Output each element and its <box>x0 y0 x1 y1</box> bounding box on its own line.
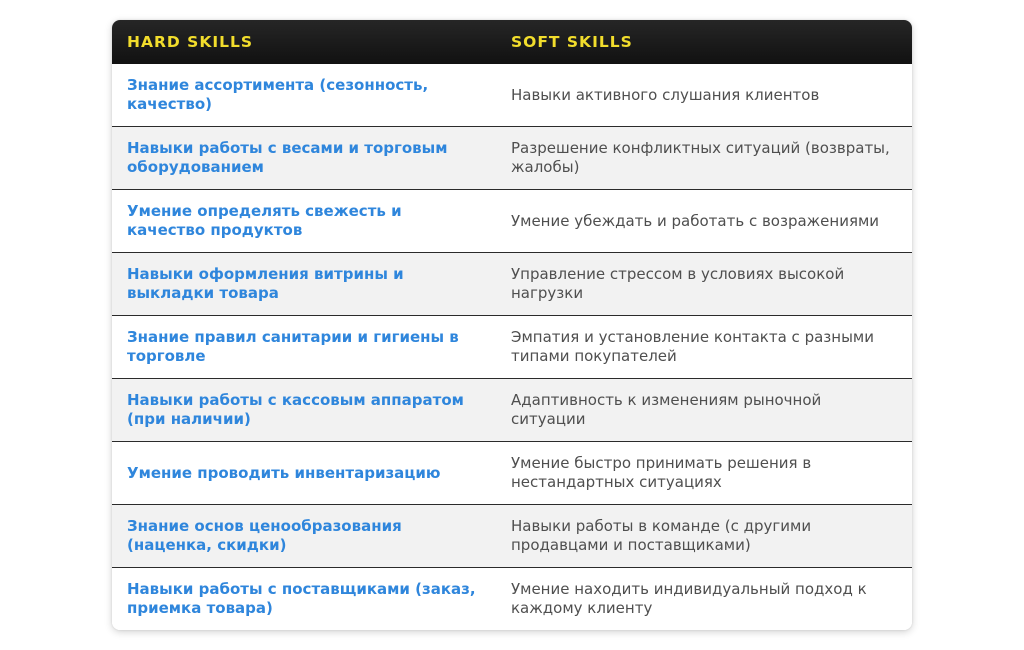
hard-skills-header: HARD SKILLS <box>112 20 496 64</box>
hard-skill-cell: Знание ассортимента (сезонность, качество) <box>112 64 496 127</box>
hard-skill-cell: Умение определять свежесть и качество продуктов <box>112 190 496 253</box>
table-row <box>112 442 912 505</box>
hard-skill-cell: Навыки работы с кассовым аппаратом (при наличии) <box>112 379 496 442</box>
soft-skill-cell: Умение быстро принимать решения в нестандартных ситуациях <box>496 442 912 505</box>
table-row <box>112 568 912 631</box>
hard-skill-cell: Навыки работы с весами и торговым оборудованием <box>112 127 496 190</box>
soft-skill-cell: Умение убеждать и работать с возражениями <box>496 190 912 253</box>
skills-table-card <box>112 20 912 630</box>
hard-skill-cell: Знание основ ценообразования (наценка, скидки) <box>112 505 496 568</box>
hard-skill-cell: Умение проводить инвентаризацию <box>112 442 496 505</box>
soft-skill-cell: Управление стрессом в условиях высокой нагрузки <box>496 253 912 316</box>
soft-skill-cell: Навыки работы в команде (с другими продавцами и поставщиками) <box>496 505 912 568</box>
soft-skill-cell: Адаптивность к изменениям рыночной ситуации <box>496 379 912 442</box>
table-row <box>112 505 912 568</box>
soft-skills-header: SOFT SKILLS <box>496 20 912 64</box>
header-row <box>112 20 912 64</box>
table-row <box>112 64 912 127</box>
hard-skill-cell: Навыки работы с поставщиками (заказ, приемка товара) <box>112 568 496 631</box>
table-row <box>112 379 912 442</box>
soft-skill-cell: Эмпатия и установление контакта с разными типами покупателей <box>496 316 912 379</box>
hard-skill-cell: Навыки оформления витрины и выкладки товара <box>112 253 496 316</box>
soft-skill-cell: Навыки активного слушания клиентов <box>496 64 912 127</box>
table-row <box>112 253 912 316</box>
table-row <box>112 190 912 253</box>
soft-skill-cell: Умение находить индивидуальный подход к каждому клиенту <box>496 568 912 631</box>
soft-skill-cell: Разрешение конфликтных ситуаций (возвраты, жалобы) <box>496 127 912 190</box>
skills-table <box>112 20 912 630</box>
table-row <box>112 127 912 190</box>
hard-skill-cell: Знание правил санитарии и гигиены в торговле <box>112 316 496 379</box>
table-row <box>112 316 912 379</box>
